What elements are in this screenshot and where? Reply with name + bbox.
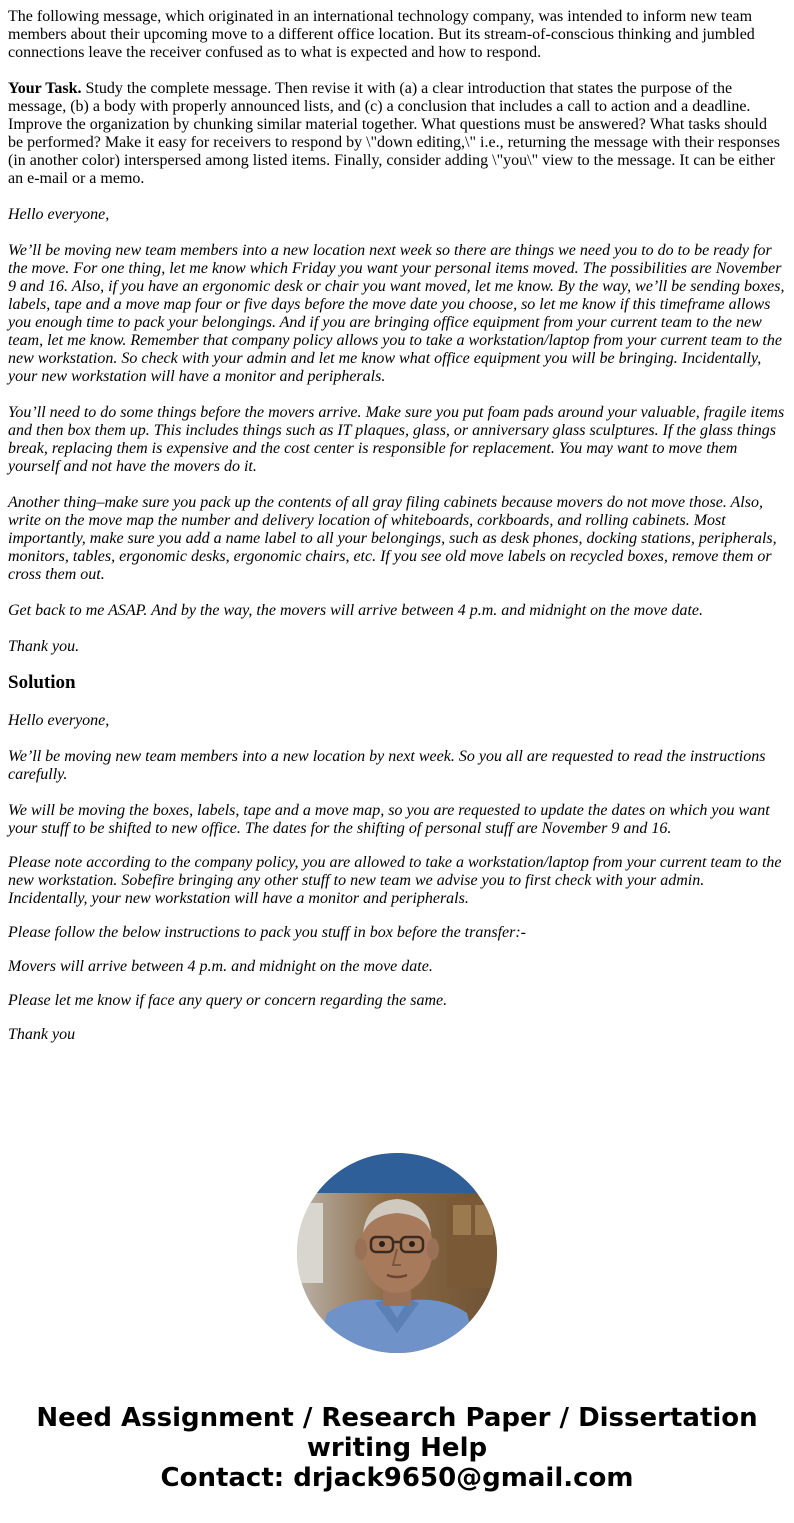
solution-paragraph-4: Please follow the below instructions to pack you stuff in box before the transfer:- [8, 924, 526, 941]
author-avatar [297, 1153, 497, 1353]
task-text: Study the complete message. Then revise it with (a) a clear introduction that states the purpose of the message, (b) a body with properly announced lists, and (c) a conclusion that includes a call to action and a deadline. Improve the organization by chunking similar material together. What questions must be answered? What tasks should be performed? Make it easy for receivers to respond by \"down editing,\" i.e., returning the message with their responses (in another color) interspersed among listed items. Finally, consider adding \"you\" view to the message. It can be either an e-mail or a memo. [8, 80, 780, 187]
footer-line-2: writing Help [306, 1433, 488, 1463]
solution-paragraph-1: We’ll be moving new team members into a new location by next week. So you all are requested to read the instructions carefully. [8, 748, 766, 783]
task-paragraph [8, 80, 786, 188]
original-paragraph-3: Another thing–make sure you pack up the contents of all gray filing cabinets because movers do not move those. Also, write on the move map the number and delivery location of whiteboards, corkboards, and rolling cabinets. Most importantly, make sure you add a name label to all your belongings, such as desk phones, docking stations, peripherals, monitors, tables, ergonomic desks, ergonomic chairs, etc. If you see old move labels on recycled boxes, remove them or cross them out. [8, 494, 777, 583]
footer-line-1: Need Assignment / Research Paper / Dissertation [36, 1403, 758, 1433]
original-paragraph-1: We’ll be moving new team members into a new location next week so there are things we need you to do to be ready for the move. For one thing, let me know which Friday you want your personal items moved. The possibilities are November 9 and 16. Also, if you have an ergonomic desk or chair you want moved, let me know. By the way, we’ll be sending boxes, labels, tape and a move map four or five days before the move date you choose, so let me know if this timeframe allows you enough time to pack your belongings. And if you are bringing office equipment from your current team to the new team, let me know. Remember that company policy allows you to take a workstation/laptop from your current team to the new workstation. So check with your admin and let me know what office equipment you will be bringing. Incidentally, your new workstation will have a monitor and peripherals. [8, 242, 785, 385]
original-greeting: Hello everyone, [8, 206, 110, 223]
intro-paragraph: The following message, which originated in an international technology company, was intended to inform new team members about their upcoming move to a different office location. But its stream-of-conscious thinking and jumbled connections leave the receiver confused as to what is expected and how to respond. [8, 8, 755, 61]
original-closing: Thank you. [8, 638, 80, 655]
solution-heading: Solution [8, 672, 76, 693]
original-paragraph-2: You’ll need to do some things before the movers arrive. Make sure you put foam pads around your valuable, fragile items and then box them up. This includes things such as IT plaques, glass, or anniversary glass sculptures. If the glass things break, replacing them is expensive and the cost center is responsible for replacement. You may want to move them yourself and not have the movers do it. [8, 404, 785, 475]
document-body [8, 8, 786, 1062]
footer-contact: Contact: drjack9650@gmail.com [160, 1463, 634, 1493]
footer-banner [0, 1403, 794, 1493]
author-portrait-illustration [297, 1153, 497, 1353]
solution-paragraph-6: Please let me know if face any query or concern regarding the same. [8, 992, 448, 1009]
original-paragraph-4: Get back to me ASAP. And by the way, the movers will arrive between 4 p.m. and midnight on the move date. [8, 602, 703, 619]
solution-paragraph-5: Movers will arrive between 4 p.m. and midnight on the move date. [8, 958, 433, 975]
solution-closing: Thank you [8, 1026, 76, 1043]
solution-paragraph-3: Please note according to the company policy, you are allowed to take a workstation/laptop from your current team to the new workstation. Sobefire bringing any other stuff to new team we advise you to first check with your admin. Incidentally, your new workstation will have a monitor and peripherals. [8, 854, 782, 907]
solution-greeting: Hello everyone, [8, 712, 110, 729]
solution-paragraph-2: We will be moving the boxes, labels, tape and a move map, so you are requested to update the dates on which you want your stuff to be shifted to new office. The dates for the shifting of personal stuff are November 9 and 16. [8, 802, 770, 837]
task-label: Your Task. [8, 80, 82, 97]
